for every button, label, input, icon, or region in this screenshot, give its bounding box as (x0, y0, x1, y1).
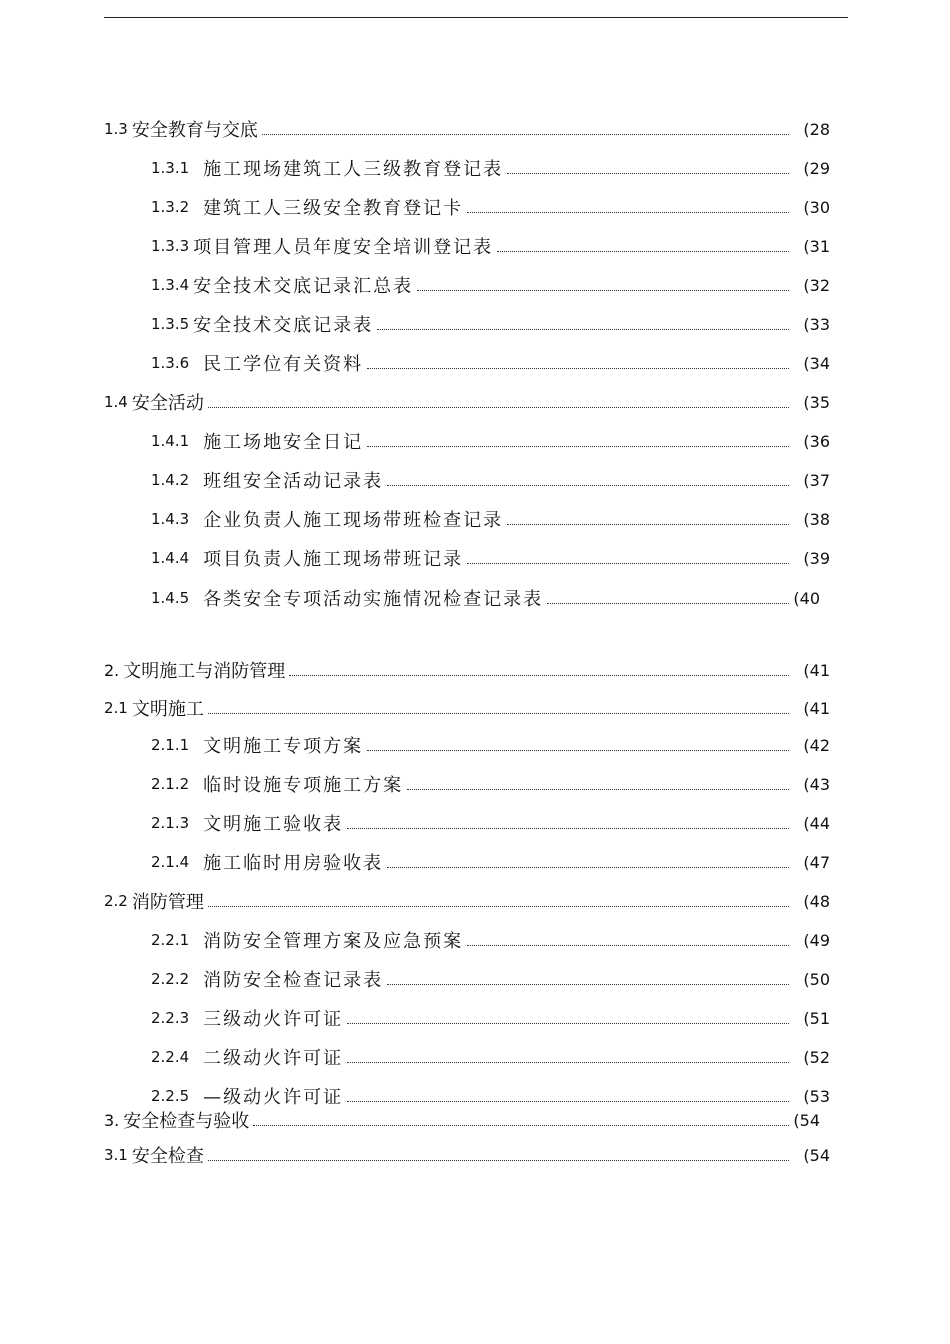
toc-entry-number: 1.3.6 (151, 354, 190, 372)
toc-entry-page: (50 (803, 969, 830, 989)
toc-entry-number: 2.1.4 (151, 853, 190, 871)
toc-entry[interactable] (151, 505, 830, 533)
toc-leader-dots (253, 1124, 789, 1126)
toc-leader-dots (387, 484, 789, 486)
toc-entry-number: 1.4.4 (151, 549, 190, 567)
toc-leader-dots (347, 1022, 789, 1024)
toc-entry[interactable] (151, 1004, 830, 1032)
toc-entry-title: 消防管理 (131, 892, 204, 913)
toc-entry[interactable] (104, 1141, 830, 1169)
toc-entry-title: 项目负责人施工现场带班记录 (203, 549, 464, 570)
toc-entry-number: 2.2.3 (151, 1009, 190, 1027)
toc-entry-title: —级动火许可证 (203, 1087, 344, 1108)
toc-entry-title: 安全检查与验收 (123, 1111, 250, 1132)
toc-entry[interactable] (104, 115, 830, 143)
toc-leader-dots (347, 1100, 789, 1102)
toc-entry-number: 2.2.1 (151, 931, 190, 949)
toc-entry[interactable] (151, 349, 830, 377)
toc-entry-number: 1.3.3 (151, 237, 190, 255)
toc-entry-number: 2.1.3 (151, 814, 190, 832)
toc-entry-number: 3. (104, 1110, 120, 1130)
toc-entry-page: (54 (803, 1145, 830, 1165)
toc-entry-title: 施工临时用房验收表 (203, 853, 384, 874)
toc-entry[interactable] (151, 232, 830, 260)
toc-leader-dots (208, 712, 790, 714)
toc-entry-page: (41 (803, 660, 830, 680)
toc-entry-page: (39 (803, 548, 830, 568)
toc-entry-number: 2.2.5 (151, 1087, 190, 1105)
toc-entry-number: 2.1 (104, 699, 128, 717)
toc-entry-page: (38 (803, 509, 830, 529)
toc-entry-title: 企业负责人施工现场带班检查记录 (203, 510, 504, 531)
toc-entry[interactable] (151, 427, 830, 455)
toc-entry-page: (47 (803, 852, 830, 872)
toc-entry-page: (52 (803, 1047, 830, 1067)
toc-entry[interactable] (151, 310, 830, 338)
toc-entry-title: 安全检查 (131, 1146, 204, 1167)
toc-entry-title: 三级动火许可证 (203, 1009, 344, 1030)
toc-entry-title: 文明施工专项方案 (203, 736, 364, 757)
toc-entry-number: 1.4 (104, 393, 128, 411)
toc-entry-title: 施工场地安全日记 (203, 432, 364, 453)
toc-entry-page: (30 (803, 197, 830, 217)
toc-entry-page: (41 (803, 698, 830, 718)
toc-entry-page: (29 (803, 158, 830, 178)
toc-leader-dots (497, 250, 789, 252)
toc-leader-dots (467, 562, 789, 564)
toc-leader-dots (507, 523, 789, 525)
toc-entry-title: 消防安全管理方案及应急预案 (203, 931, 464, 952)
toc-entry-page: (44 (803, 813, 830, 833)
toc-leader-dots (417, 289, 789, 291)
toc-entry-title: 文明施工与消防管理 (123, 661, 286, 682)
toc-leader-dots (367, 749, 789, 751)
toc-leader-dots (387, 866, 789, 868)
toc-leader-dots (467, 211, 789, 213)
toc-entry-title: 项目管理人员年度安全培训登记表 (193, 237, 494, 258)
toc-entry-number: 2.2.4 (151, 1048, 190, 1066)
toc-entry-page: (48 (803, 891, 830, 911)
toc-leader-dots (262, 133, 790, 135)
toc-entry-number: 2. (104, 660, 120, 680)
toc-entry-page: (42 (803, 735, 830, 755)
toc-leader-dots (507, 172, 789, 174)
toc-entry[interactable] (151, 965, 830, 993)
toc-entry-title: 消防安全检查记录表 (203, 970, 384, 991)
toc-leader-dots (387, 983, 789, 985)
toc-entry-title: 班组安全活动记录表 (203, 471, 384, 492)
toc-entry-page: (32 (803, 275, 830, 295)
toc-entry[interactable] (151, 154, 830, 182)
toc-entry-title: 二级动火许可证 (203, 1048, 344, 1069)
toc-entry[interactable] (151, 584, 820, 612)
toc-entry-title: 安全活动 (131, 393, 204, 414)
toc-leader-dots (367, 445, 789, 447)
toc-leader-dots (289, 674, 789, 676)
toc-entry[interactable] (151, 926, 830, 954)
toc-entry-title: 施工现场建筑工人三级教育登记表 (203, 159, 504, 180)
toc-entry[interactable] (151, 193, 830, 221)
toc-entry[interactable] (151, 809, 830, 837)
toc-entry-number: 1.4.5 (151, 589, 190, 607)
toc-entry-number: 2.2 (104, 892, 128, 910)
toc-entry-title: 安全教育与交底 (131, 120, 258, 141)
toc-entry-title: 安全技术交底记录汇总表 (193, 276, 414, 297)
toc-entry-page: (54 (793, 1110, 820, 1130)
toc-entry-page: (40 (793, 588, 820, 608)
toc-entry-page: (35 (803, 392, 830, 412)
toc-entry-page: (53 (803, 1086, 830, 1106)
toc-leader-dots (407, 788, 789, 790)
toc-entry-number: 2.1.2 (151, 775, 190, 793)
toc-leader-dots (208, 905, 790, 907)
toc-entry-number: 3.1 (104, 1146, 128, 1164)
toc-entry-number: 2.2.2 (151, 970, 190, 988)
toc-leader-dots (208, 1159, 790, 1161)
toc-entry-page: (31 (803, 236, 830, 256)
toc-entry-number: 1.3.4 (151, 276, 190, 294)
toc-entry-page: (33 (803, 314, 830, 334)
toc-entry-page: (43 (803, 774, 830, 794)
toc-entry-page: (37 (803, 470, 830, 490)
toc-entry[interactable] (104, 1106, 820, 1134)
toc-entry-page: (36 (803, 431, 830, 451)
toc-entry-title: 安全技术交底记录表 (193, 315, 374, 336)
toc-leader-dots (208, 406, 790, 408)
toc-entry[interactable] (151, 544, 830, 572)
toc-entry-number: 1.3.5 (151, 315, 190, 333)
toc-entry-title: 临时设施专项施工方案 (203, 775, 404, 796)
toc-entry[interactable] (151, 848, 830, 876)
toc-entry-title: 文明施工 (131, 699, 204, 720)
toc-leader-dots (467, 944, 789, 946)
toc-entry-title: 民工学位有关资料 (203, 354, 364, 375)
toc-entry[interactable] (151, 731, 830, 759)
toc-entry-number: 1.3.1 (151, 159, 190, 177)
toc-leader-dots (347, 827, 789, 829)
toc-entry[interactable] (104, 656, 830, 684)
toc-entry-number: 1.3.2 (151, 198, 190, 216)
toc-entry-number: 1.3 (104, 120, 128, 138)
toc-entry-page: (34 (803, 353, 830, 373)
toc-leader-dots (367, 367, 789, 369)
toc-entry[interactable] (151, 466, 830, 494)
toc-entry-page: (28 (803, 119, 830, 139)
toc-leader-dots (347, 1061, 789, 1063)
toc-entry[interactable] (104, 388, 830, 416)
toc-entry[interactable] (151, 271, 830, 299)
toc-entry-page: (51 (803, 1008, 830, 1028)
toc-leader-dots (377, 328, 789, 330)
toc-entry[interactable] (104, 694, 830, 722)
toc-entry-page: (49 (803, 930, 830, 950)
toc-entry[interactable] (151, 1043, 830, 1071)
toc-entry-title: 文明施工验收表 (203, 814, 344, 835)
toc-entry-number: 1.4.2 (151, 471, 190, 489)
toc-entry-title: 各类安全专项活动实施情况检查记录表 (203, 589, 544, 610)
toc-entry[interactable] (151, 770, 830, 798)
toc-entry-number: 1.4.3 (151, 510, 190, 528)
toc-entry[interactable] (104, 887, 830, 915)
toc-entry-number: 1.4.1 (151, 432, 190, 450)
toc-entry-title: 建筑工人三级安全教育登记卡 (203, 198, 464, 219)
toc-entry-number: 2.1.1 (151, 736, 190, 754)
toc-leader-dots (547, 602, 789, 604)
